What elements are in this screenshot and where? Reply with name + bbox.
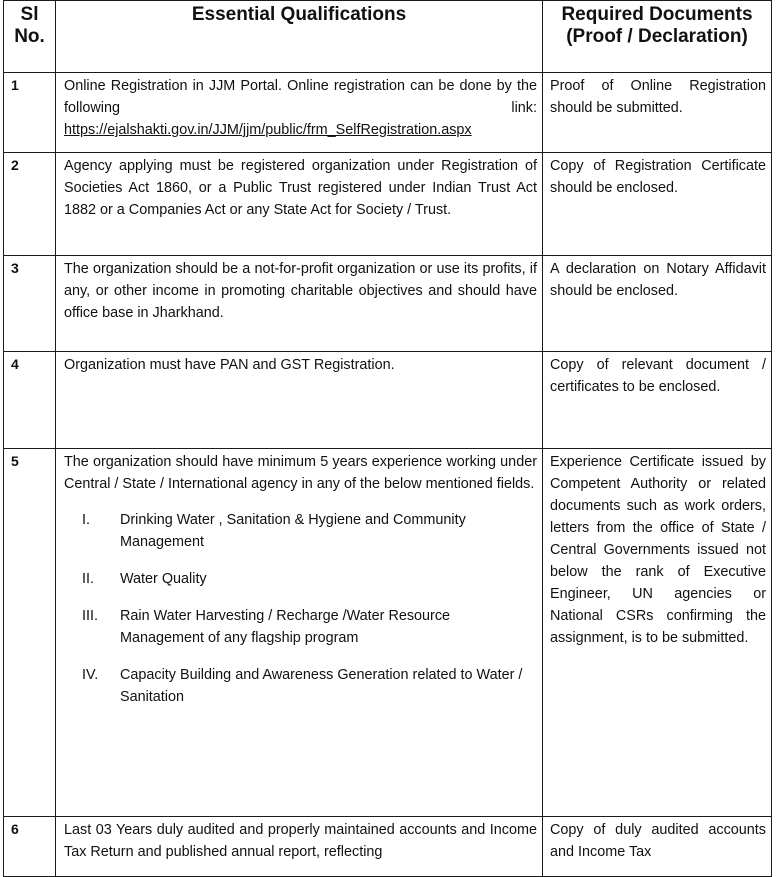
- documents-header: [543, 1, 772, 73]
- list-item-text: Drinking Water , Sanitation & Hygiene and Community Management: [120, 512, 466, 550]
- documents-header-line2: (Proof / Declaration): [566, 26, 748, 47]
- row-sl-no: 4: [4, 352, 56, 449]
- row-sl-no: 2: [4, 153, 56, 256]
- row-sl-no: 3: [4, 256, 56, 352]
- list-item: [64, 664, 537, 708]
- qualification-cell: [56, 73, 543, 153]
- document-cell: Copy of duly audited accounts and Income Tax: [543, 817, 772, 877]
- document-cell: A declaration on Notary Affidavit should be enclosed.: [543, 256, 772, 352]
- sl-no-header-line2: No.: [14, 26, 45, 47]
- list-item-number: II.: [82, 571, 94, 587]
- row-sl-no: 5: [4, 449, 56, 817]
- sl-no-header: [4, 1, 56, 73]
- qualifications-header: Essential Qualifications: [56, 1, 543, 73]
- list-item-text: Water Quality: [120, 571, 207, 587]
- qualification-cell: The organization should be a not-for-profit organization or use its profits, if any, or other income in promoting charitable objectives and should have office base in Jharkhand.: [56, 256, 543, 352]
- list-item: [64, 568, 537, 590]
- list-item-number: I.: [82, 512, 90, 528]
- qualification-cell: Last 03 Years duly audited and properly maintained accounts and Income Tax Return and published annual report, reflecting: [56, 817, 543, 877]
- table-row: [4, 352, 772, 449]
- document-cell: Proof of Online Registration should be submitted.: [543, 73, 772, 153]
- qualification-cell: Organization must have PAN and GST Registration.: [56, 352, 543, 449]
- sl-no-header-line1: Sl: [20, 4, 39, 25]
- table-row: [4, 817, 772, 877]
- qualification-cell: [56, 449, 543, 817]
- qualifications-table: [3, 0, 772, 877]
- fields-list: [64, 509, 537, 708]
- table-header-row: [4, 1, 772, 73]
- list-item: [64, 509, 537, 553]
- document-cell: Copy of Registration Certificate should be enclosed.: [543, 153, 772, 256]
- documents-header-line1: Required Documents: [561, 4, 753, 25]
- list-item-text: Capacity Building and Awareness Generation related to Water / Sanitation: [120, 667, 523, 705]
- document-cell: Copy of relevant document / certificates to be enclosed.: [543, 352, 772, 449]
- qualification-cell: Agency applying must be registered organization under Registration of Societies Act 1860, or a Public Trust registered under Indian Trust Act 1882 or a Companies Act or any State Act for Society / Trust.: [56, 153, 543, 256]
- list-item-text: Rain Water Harvesting / Recharge /Water Resource Management of any flagship program: [120, 608, 451, 646]
- list-item-number: III.: [82, 608, 98, 624]
- table-row: [4, 449, 772, 817]
- qualification-text: The organization should have minimum 5 years experience working under Central / State / International agency in any of the below mentioned fields.: [64, 454, 537, 492]
- row-sl-no: 6: [4, 817, 56, 877]
- list-item-number: IV.: [82, 667, 99, 683]
- table-row: [4, 256, 772, 352]
- list-item: [64, 605, 537, 649]
- row-sl-no: 1: [4, 73, 56, 153]
- table-row: [4, 73, 772, 153]
- table-row: [4, 153, 772, 256]
- document-cell: Experience Certificate issued by Competent Authority or related documents such as work orders, letters from the office of State / Central Governments issued not below the rank of Executive Engineer, UN agencies or National CSRs confirming the assignment, is to be submitted.: [543, 449, 772, 817]
- registration-link[interactable]: https://ejalshakti.gov.in/JJM/jjm/public/frm_SelfRegistration.aspx: [64, 122, 472, 138]
- qualification-text: Online Registration in JJM Portal. Online registration can be done by the following link:: [64, 78, 537, 116]
